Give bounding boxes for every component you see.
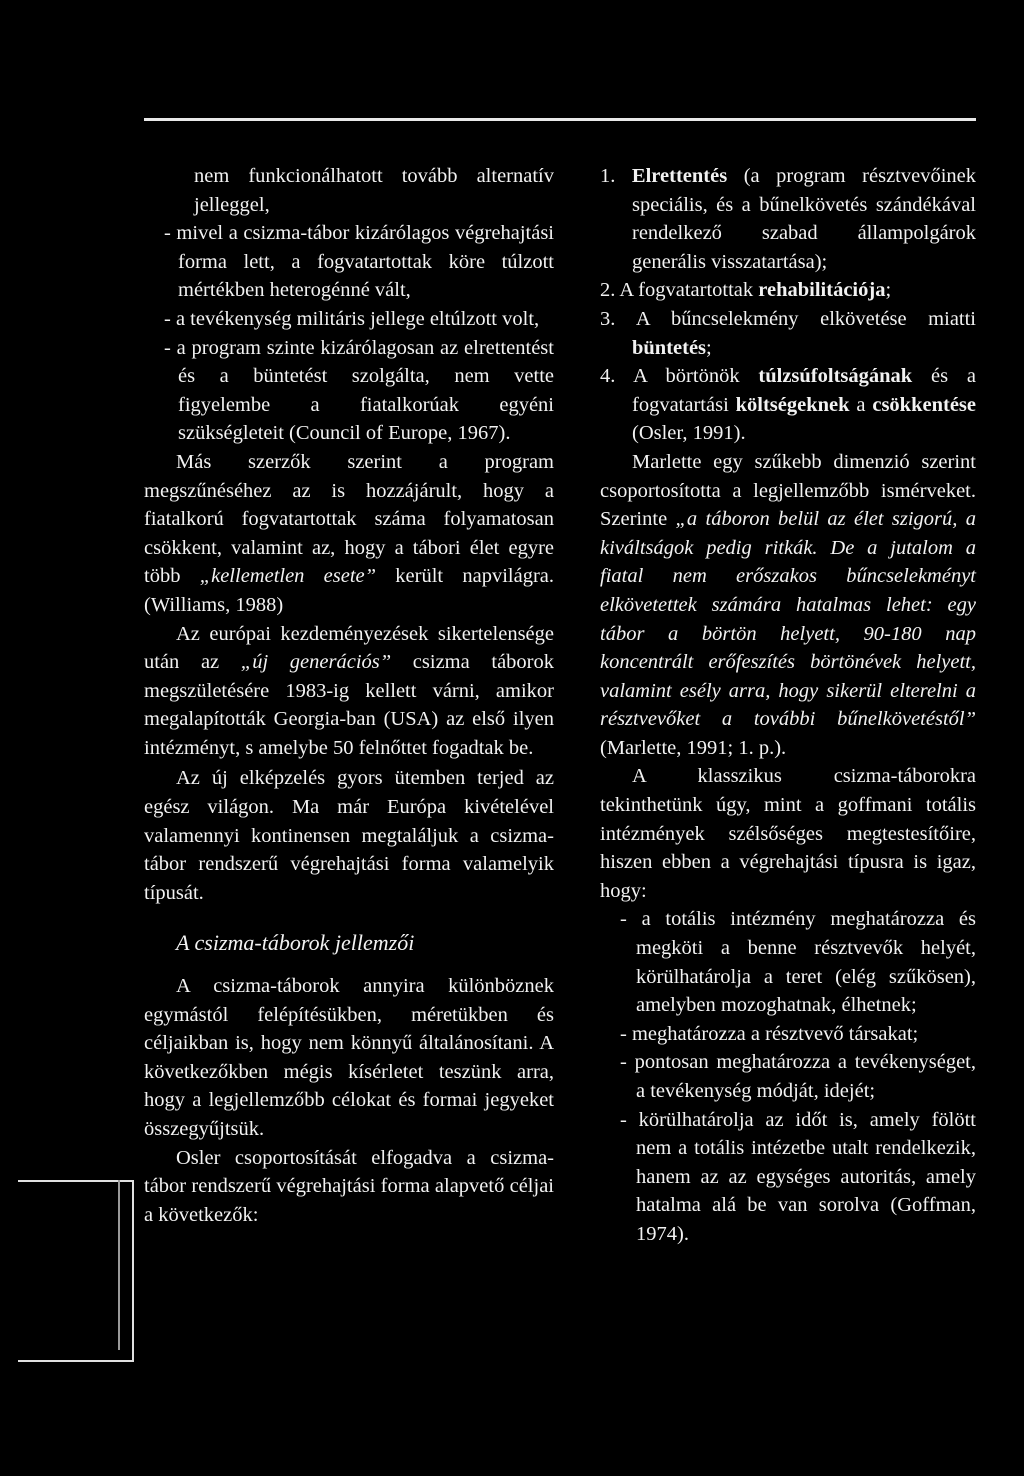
bullet-item: - körülhatárolja az időt is, amely fölött nem a totális intézetbe utalt rendelkezik, hanem az az egységes autoritás, amely hatalma alá be van sorolva (Goffman, 1974). (620, 1108, 976, 1245)
numbered-item: 4. A börtönök túlzsúfoltságának és a fogvatartási költségeknek a csökkentése (Osler, 1991). (600, 365, 976, 445)
paragraph: nem funkcionálhatott tovább alternatív jelleggel, (194, 165, 554, 216)
paragraph: Az európai kezdeményezések sikertelensége után az „új generációs” csizma táborok megszületésére 1983-ig kellett várni, amikor megalapították Georgia-ban (USA) az első ilyen intézményt, s amelybe 50 felnőttet fogadtak be. (144, 622, 554, 759)
paragraph: A klasszikus csizma-táborokra tekinthetünk úgy, mint a goffmani totális intézmények szélsőséges megtestesítőire, hiszen ebben a végrehajtási típusra is igaz, hogy: (600, 765, 976, 902)
paragraph: A csizma-táborok annyira különböznek egymástól felépítésükben, méretükben és céljaikban is, hogy nem könnyű általánosítani. A következőkben mégis kísérletet teszünk arra, hogy a legjellemzőbb célokat és formai jegyeket összegyűjtsük. (144, 975, 554, 1140)
section-title: A csizma-táborok jellemzői (176, 930, 415, 956)
bullet-item: - a totális intézmény meghatározza és megköti a benne résztvevők helyét, körülhatárolja a teret (elég szűkösen), amelyben mozoghatnak, élhetnek; (620, 908, 976, 1017)
left-column (144, 162, 554, 1229)
paragraph: Az új elképzelés gyors ütemben terjed az egész világon. Ma már Európa kivételével valamennyi kontinensen megtaláljuk a csizma-tábor rendszerű végrehajtási forma valamelyik típusát. (144, 767, 554, 904)
paragraph: Marlette egy szűkebb dimenzió szerint csoportosította a legjellemzőbb ismérveket. Szerinte „a táboron belül az élet szigorú, a kiváltságok pedig ritkák. De a jutalom a fiatal nem erőszakos bűncselekményt elkövetettek számára hatalmas lehet: egy tábor a börtön helyett, 90-180 nap koncentrált erőfeszítés börtönévek helyett, valamint esély arra, hogy sikerül elterelni a résztvevőket a további bűnelkövetéstől” (Marlette, 1991; 1. p.). (600, 450, 977, 759)
bullet-item: - pontosan meghatározza a tevékenységet, a tevékenység módját, idejét; (620, 1051, 976, 1102)
bullet-item: - meghatározza a résztvevő társakat; (620, 1022, 919, 1045)
paragraph: Osler csoportosítását elfogadva a csizma-tábor rendszerű végrehajtási forma alapvető céljai a következők: (144, 1146, 554, 1226)
bullet-item: - a tevékenység militáris jellege eltúlzott volt, (164, 307, 540, 330)
numbered-item: 1. Elrettentés (a program résztvevőinek speciális, és a bűnelkövetés szándékával rendelkező szabad állampolgárok generális visszatartása); (600, 165, 977, 273)
bullet-item: - mivel a csizma-tábor kizárólagos végrehajtási forma lett, a fogvatartottak köre túlzott mértékben heterogénné vált, (164, 222, 554, 302)
numbered-item: 2. A fogvatartottak rehabilitációja; (600, 279, 892, 302)
decorative-frame (18, 1180, 134, 1362)
numbered-item: 3. A bűncselekmény elkövetése miatti büntetés; (600, 307, 977, 359)
paragraph: Más szerzők szerint a program megszűnéséhez az is hozzájárult, hogy a fiatalkorú fogvatartottak száma folyamatosan csökkent, valamint az, hogy a tábori élet egyre több „kellemetlen esete” került napvilágra. (Williams, 1988) (144, 450, 555, 616)
top-rule (144, 118, 976, 121)
decorative-line (118, 1180, 120, 1350)
right-column (600, 162, 976, 1249)
bullet-item: - a program szinte kizárólagosan az elrettentést és a büntetést szolgálta, nem vette figyelembe a fiatalkorúak egyéni szükségleteit (Council of Europe, 1967). (164, 336, 554, 445)
